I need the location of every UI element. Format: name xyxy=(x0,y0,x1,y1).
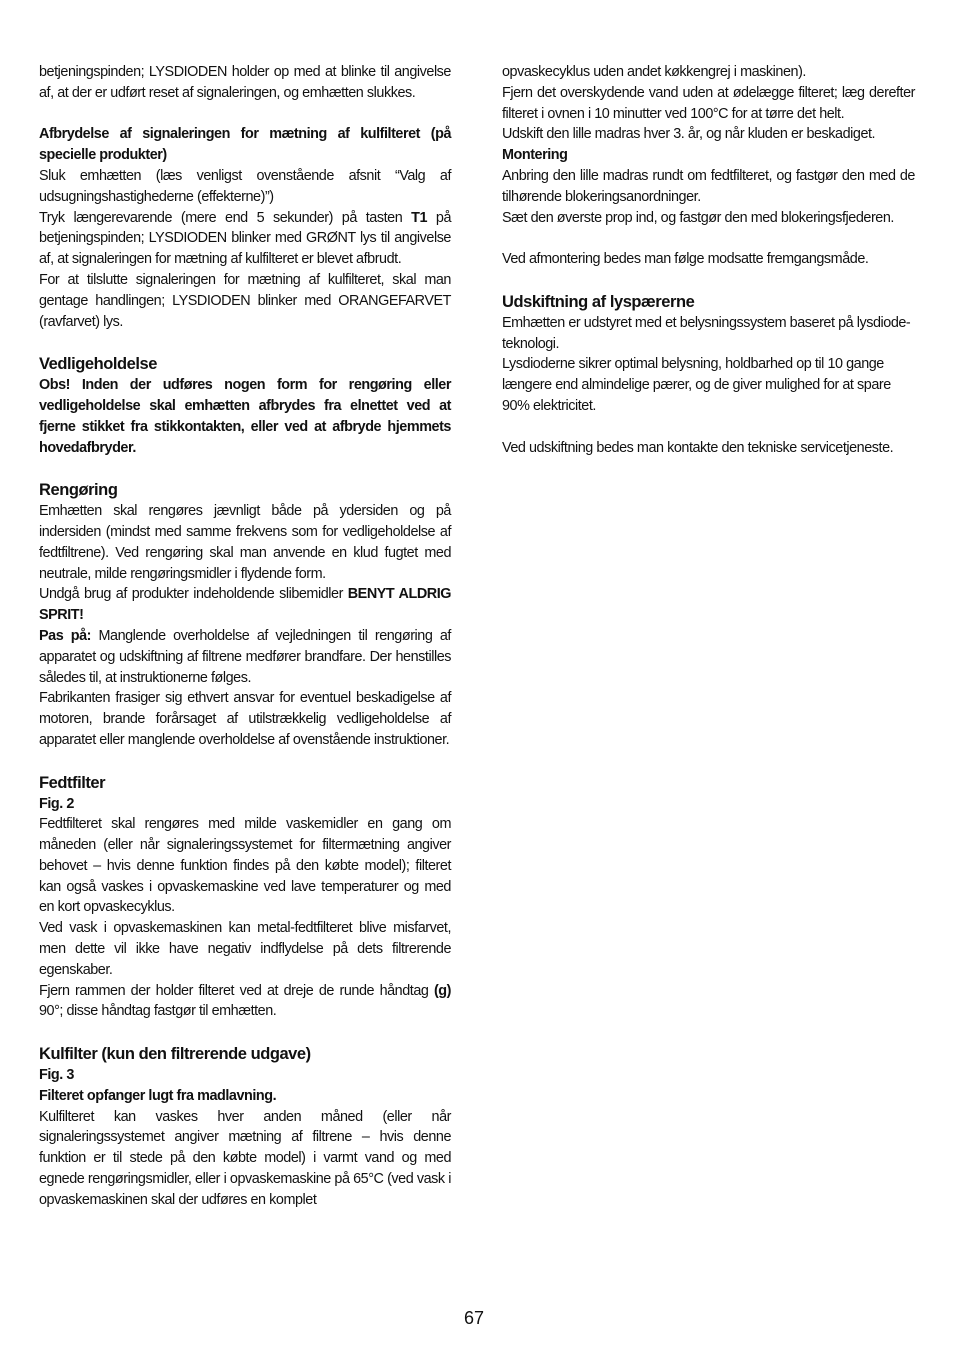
caution-text: Manglende overholdelse af vejledningen til rengøring af apparatet og udskiftning af filtrene medfører brandfare. Der henstilles således til, at instruktionerne følges. xyxy=(39,627,451,686)
handle-ref-g: (g) xyxy=(433,982,451,999)
caution-label: Pas på: xyxy=(39,627,91,644)
grease-paragraph-3 xyxy=(39,981,451,1023)
mounting-paragraph-1: Anbring den lille madras rundt om fedtfilteret, og fastgør den med de tilhørende blokeringsanordninger. xyxy=(502,167,915,205)
abort-p2-text-b: på betjeningspinden; LYSDIODEN blinker med GRØNT lys til angivelse af, at signaleringen for mætning af kulfilteret er blevet afbrudt. xyxy=(39,209,451,268)
right-column xyxy=(502,62,915,458)
lamp-paragraph-2: Lysdioderne sikrer optimal belysning, holdbarhed op til 10 gange længere end almindelige pærer, og de giver mulighed for at spare 90% elektricitet. xyxy=(502,356,891,414)
mounting-paragraph-2: Sæt den øverste prop ind, og fastgør den med blokeringsfjederen. xyxy=(502,209,894,226)
cleaning-paragraph-1: Emhætten skal rengøres jævnligt både på ydersiden og på indersiden (mindst med samme frekvens som for vedligeholdelse af fedtfiltrene). Ved rengøring skal man anvende en klud fugtet med neutrale, milde rengøringsmidler i flydende form. xyxy=(39,503,451,582)
carbon-filter-fig-ref: Fig. 3 xyxy=(39,1067,74,1084)
lamp-replacement-heading: Udskiftning af lyspærerne xyxy=(502,292,695,311)
grease-filter-fig-ref: Fig. 2 xyxy=(39,795,74,812)
lamp-paragraph-3: Ved udskiftning bedes man kontakte den tekniske servicetjeneste. xyxy=(502,439,894,456)
page-number: 67 xyxy=(464,1308,485,1328)
maintenance-heading: Vedligeholdelse xyxy=(39,355,157,374)
grease-p3-text-a: Fjern rammen der holder filteret ved at dreje de runde håndtag xyxy=(39,982,434,999)
cleaning-paragraph-2 xyxy=(39,584,451,626)
mounting-heading: Montering xyxy=(502,147,568,164)
abort-paragraph-1: Sluk emhætten (læs venligst ovenstående afsnit “Valg af udsugningshastighederne (effekterne)”) xyxy=(39,167,451,205)
cleaning-heading: Rengøring xyxy=(39,481,118,500)
continued-paragraph-2: Fjern det overskydende vand uden at ødelægge filteret; læg derefter filteret i ovnen i 10 minutter ved 100°C for at tørre det helt. xyxy=(502,84,915,122)
continued-paragraph-3: Udskift den lille madras hver 3. år, og når kluden er beskadiget. xyxy=(502,126,876,143)
continued-paragraph-1: opvaskecyklus uden andet køkkengrej i maskinen). xyxy=(502,64,806,80)
grease-paragraph-2: Ved vask i opvaskemaskinen kan metal-fedtfilteret blive misfarvet, men dette vil ikke have negativ indflydelse på dets filtrerende egenskaber. xyxy=(39,920,451,978)
no-alcohol-warning: BENYT ALDRIG SPRIT! xyxy=(39,586,451,624)
mounting-paragraph-3: Ved afmontering bedes man følge modsatte fremgangsmåde. xyxy=(502,251,869,268)
grease-filter-heading: Fedtfilter xyxy=(39,773,106,792)
carbon-filter-subheading: Filteret opfanger lugt fra madlavning. xyxy=(39,1087,277,1104)
lamp-paragraph-1: Emhætten er udstyret med et belysningssystem baseret på lysdiode-teknologi. xyxy=(502,314,911,352)
carbon-paragraph-1: Kulfilteret kan vaskes hver anden måned (eller når signaleringssystemet angiver mætning af filtrene – hvis denne funktion er til stede på den købte model) i varmt vand og med egnede rengøringsmidler, eller i opvaskemaskine på 65°C (ved vask i opvaskemaskinen skal der udføres en komplet xyxy=(39,1108,451,1208)
grease-paragraph-1: Fedtfilteret skal rengøres med milde vaskemidler en gang om måneden (eller når signaleringssystemet for filtermætning angiver behovet – hvis denne funktion findes på den købte model); filteret kan også vaskes i opvaskemaskine ved lave temperaturer og med en kort opvaskecyklus. xyxy=(39,816,451,916)
abort-paragraph-2 xyxy=(39,208,451,270)
cleaning-paragraph-3 xyxy=(39,626,451,688)
abort-signal-heading: Afbrydelse af signaleringen for mætning af kulfilteret (på specielle produkter) xyxy=(39,126,451,164)
cleaning-p2-text: Undgå brug af produkter indeholdende slibemidler xyxy=(39,586,348,603)
cleaning-paragraph-4: Fabrikanten frasiger sig ethvert ansvar for eventuel beskadigelse af motoren, brande forårsaget af utilstrækkelig vedligeholdelse af apparatet eller manglende overholdelse af ovenstående instruktioner. xyxy=(39,690,451,748)
grease-p3-text-b: 90°; disse håndtag fastgør til emhætten. xyxy=(39,1003,277,1020)
abort-paragraph-3: For at tilslutte signaleringen for mætning af kulfilteret, skal man gentage handlingen; LYSDIODEN blinker med ORANGEFARVET (ravfarvet) lys. xyxy=(39,271,451,330)
abort-p2-text-a: Tryk længerevarende (mere end 5 sekunder) på tasten xyxy=(39,209,412,226)
left-column xyxy=(39,62,451,1211)
key-t1: T1 xyxy=(411,209,428,226)
carbon-filter-heading: Kulfilter (kun den filtrerende udgave) xyxy=(39,1045,311,1064)
maintenance-warning: Obs! Inden der udføres nogen form for rengøring eller vedligeholdelse skal emhætten afbrydes fra elnettet ved at fjerne stikket fra stikkontakten, eller ved at afbryde hjemmets hovedafbryder. xyxy=(39,377,451,456)
intro-paragraph: betjeningspinden; LYSDIODEN holder op med at blinke til angivelse af, at der er udført reset af signaleringen, og emhætten slukkes. xyxy=(39,64,451,101)
